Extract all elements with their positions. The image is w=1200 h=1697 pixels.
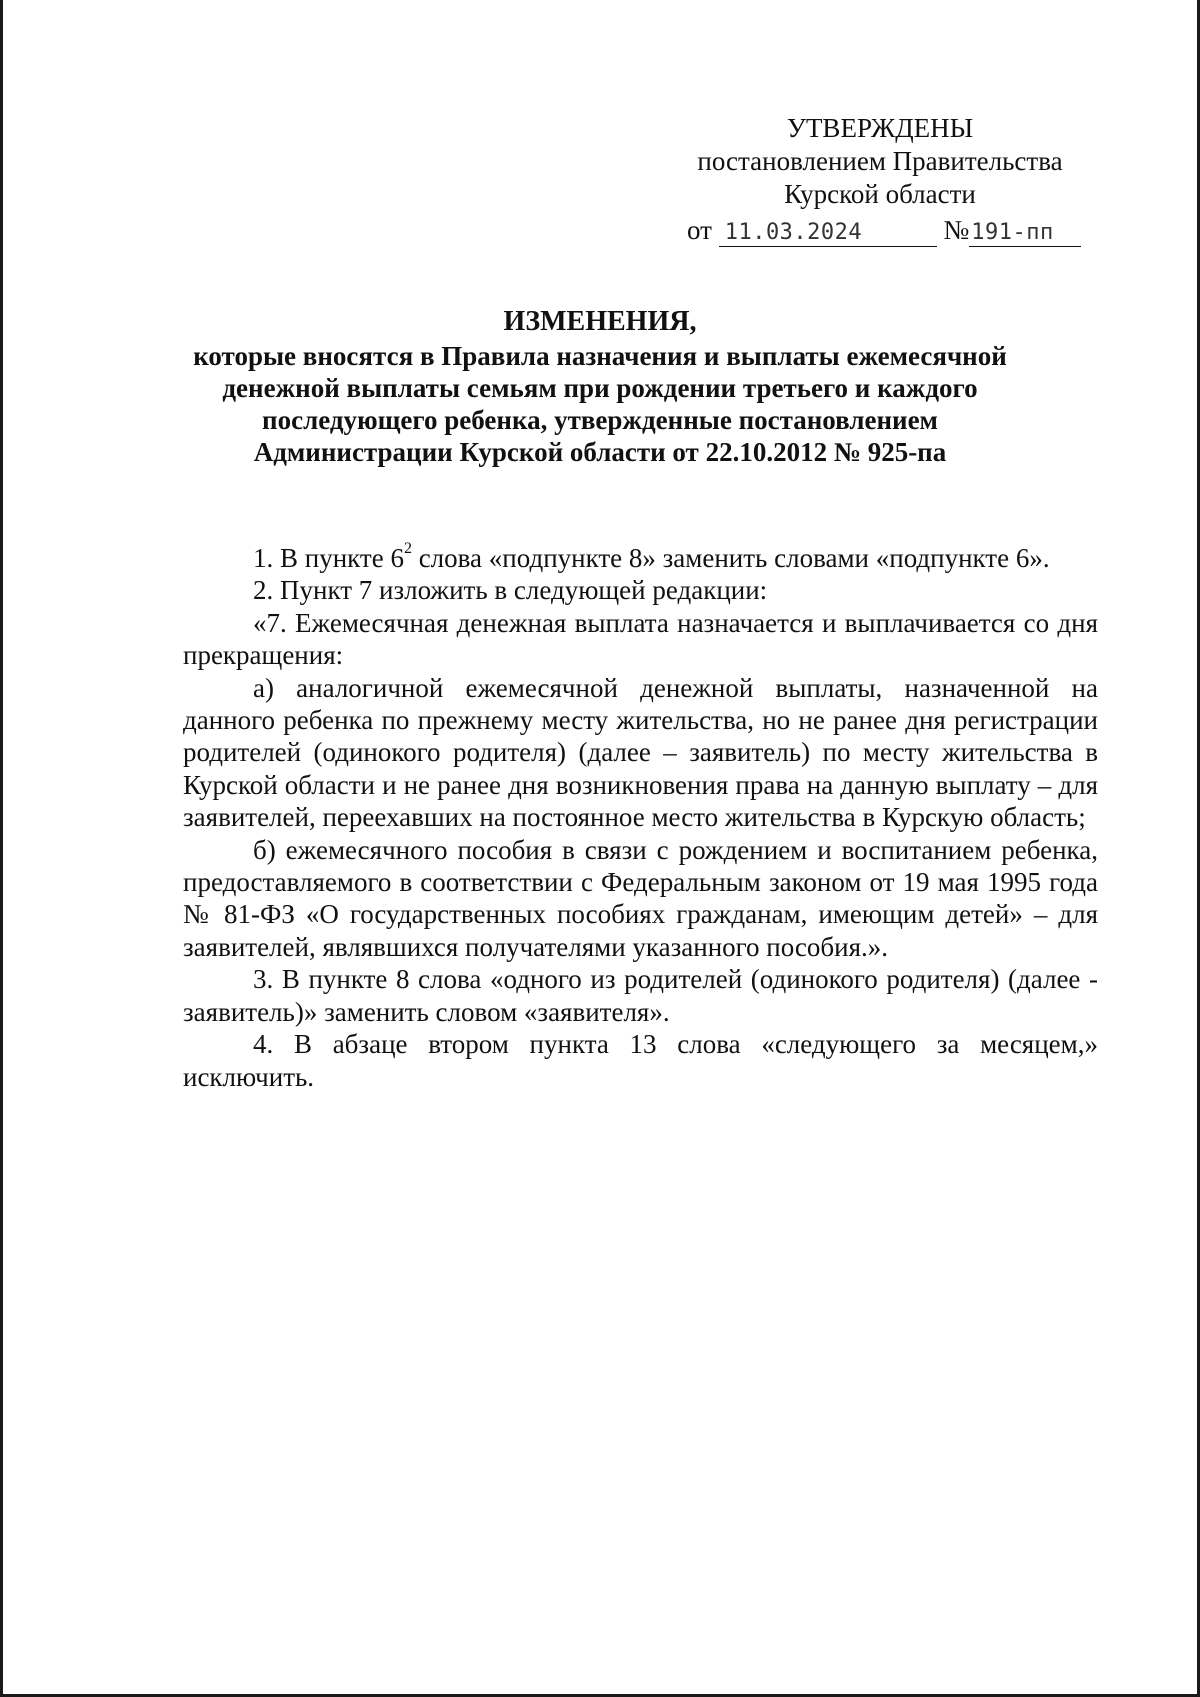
approval-date-number-line: [660, 214, 1100, 247]
title-heading: ИЗМЕНЕНИЯ,: [503, 306, 697, 337]
item-1-start: 1. В пункте 6: [253, 543, 404, 573]
paragraph-subclause-a: а) аналогичной ежемесячной денежной выплаты, назначенной на данного ребенка по прежнему месту жительства, но не ранее дня регистрации родителей (одинокого родителя) (далее – заявитель) по месту жительства в Курской области и не ранее дня возникновения права на данную выплату – для заявителей, переехавших на постоянное место жительства в Курскую область;: [183, 672, 1098, 833]
number-prefix: №: [943, 215, 970, 245]
title-line: которые вносятся в Правила назначения и выплаты ежемесячной: [193, 341, 1007, 371]
paragraph-item-3: 3. В пункте 8 слова «одного из родителей (одинокого родителя) (далее - заявитель)» заменить словом «заявителя».: [183, 964, 1098, 1027]
approval-region: Курской области: [784, 179, 976, 209]
number-value: 191-пп: [971, 220, 1054, 245]
date-field: [719, 217, 937, 247]
item-1-superscript: 2: [403, 540, 412, 557]
title-line: последующего ребенка, утвержденные постановлением: [262, 405, 938, 435]
document-body: [183, 542, 1098, 1093]
item-1-rest: слова «подпункте 8» заменить словами «подпункте 6».: [411, 543, 1050, 573]
title-line: денежной выплаты семьям при рождении третьего и каждого: [222, 373, 978, 403]
paragraph-clause-7: «7. Ежемесячная денежная выплата назначается и выплачивается со дня прекращения:: [183, 607, 1098, 671]
title-line: Администрации Курской области от 22.10.2012 № 925-па: [253, 437, 947, 467]
date-value: 11.03.2024: [724, 220, 863, 245]
approval-authority: постановлением Правительства: [697, 146, 1063, 176]
paragraph-item-4: 4. В абзаце втором пункта 13 слова «следующего за месяцем,» исключить.: [183, 1029, 1098, 1092]
approval-stamp: [660, 112, 1100, 247]
paragraph-subclause-b: б) ежемесячного пособия в связи с рождением и воспитанием ребенка, предоставляемого в соответствии с Федеральным законом от 19 мая 1995 года № 81-ФЗ «О государственных пособиях гражданам, имеющим детей» – для заявителей, являвшихся получателями указанного пособия.».: [183, 834, 1098, 962]
paragraph-item-2: 2. Пункт 7 изложить в следующей редакции:: [253, 575, 768, 606]
date-prefix: от: [687, 215, 712, 245]
number-field: [969, 217, 1081, 247]
document-title: [150, 306, 1050, 468]
scan-edge-left: [0, 0, 3, 1697]
paragraph-item-1: [183, 542, 1098, 574]
approval-heading: УТВЕРЖДЕНЫ: [786, 113, 974, 143]
